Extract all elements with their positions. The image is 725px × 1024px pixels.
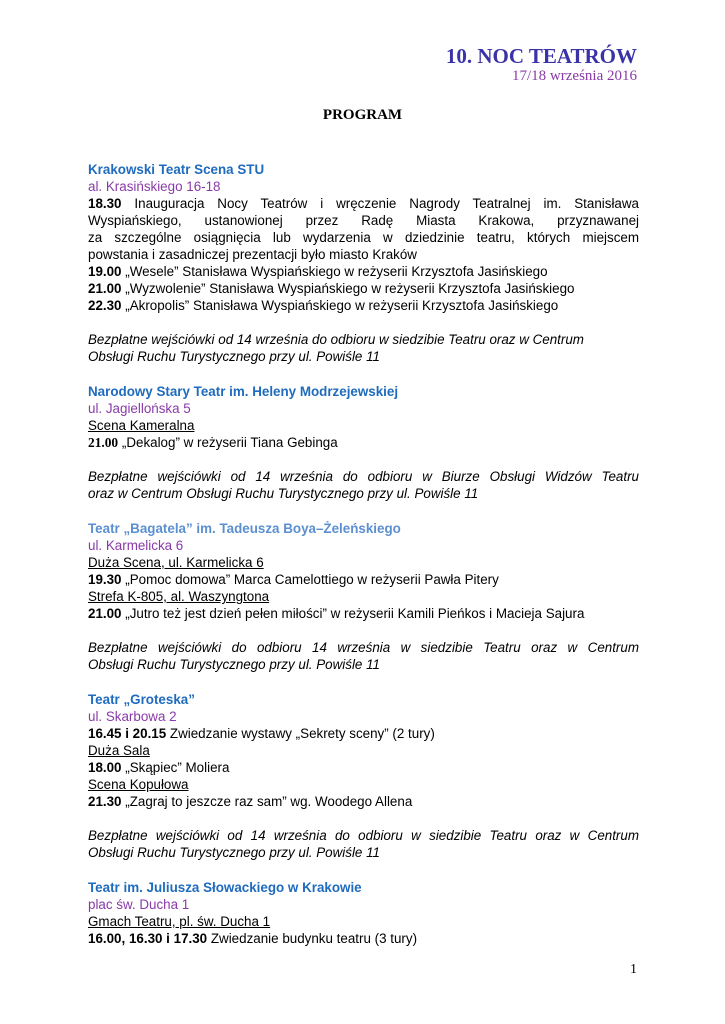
event-time: 16.00, 16.30 i 17.30 [88,931,208,946]
ticket-note-line: Bezpłatne wejściówki od 14 września do odbioru w siedzibie Teatru oraz w Centrum [88,332,584,347]
venue-name: Krakowski Teatr Scena STU [88,162,265,177]
event-line [88,280,639,297]
venue-name: Teatr „Bagatela” im. Tadeusza Boya–Żeleńskiego [88,521,401,536]
stage-name: Scena Kopułowa [88,777,189,792]
event-line [88,793,639,810]
event-description: „Akropolis” Stanisława Wyspiańskiego w reżyserii Krzysztofa Jasińskiego [121,298,559,313]
ticket-note-line: oraz w Centrum Obsługi Ruchu Turystycznego przy ul. Powiśle 11 [88,486,479,501]
event-line [88,759,639,776]
ticket-note [88,331,639,365]
event-time: 21.00 [88,606,122,621]
event-line [88,571,639,588]
ticket-note [88,468,639,502]
event-time: 19.00 [88,264,122,279]
event-time: 21.00 [88,281,122,296]
venue-address: ul. Skarbowa 2 [88,709,177,724]
venue-section-stu [88,161,639,365]
venue-address: ul. Karmelicka 6 [88,538,184,553]
venue-section-stary-teatr [88,383,639,502]
event-line [88,725,639,742]
ticket-note [88,827,639,861]
event-time: 18.00 [88,760,122,775]
event-description: „Pomoc domowa” Marca Camelottiego w reżyserii Pawła Pitery [121,572,499,587]
event-line [88,263,639,280]
ticket-note-line: Bezpłatne wejściówki od 14 września do odbioru w Biurze Obsługi Widzów Teatru [88,469,639,484]
event-description: „Skąpiec” Moliera [121,760,230,775]
event-time: 21.30 [88,794,122,809]
event-description: „Wesele” Stanisława Wyspiańskiego w reżyserii Krzysztofa Jasińskiego [121,264,548,279]
program-heading: PROGRAM [322,107,403,123]
venue-address: plac św. Ducha 1 [88,897,190,912]
stage-name: Strefa K-805, al. Waszyngtona [88,589,270,604]
venue-name: Teatr im. Juliusza Słowackiego w Krakowie [88,880,362,895]
event-line [88,605,639,622]
ticket-note [88,639,639,673]
page-number: 1 [630,962,637,977]
ticket-note-line: Bezpłatne wejściówki od 14 września do odbioru w siedzibie Teatru oraz w Centrum [88,828,639,843]
venue-name: Narodowy Stary Teatr im. Heleny Modrzejewskiej [88,384,399,399]
event-title: 10. NOC TEATRÓW [445,44,637,68]
ticket-note-line: Obsługi Ruchu Turystycznego przy ul. Powiśle 11 [88,349,380,364]
venue-section-groteska [88,691,639,861]
ticket-note-line: Bezpłatne wejściówki do odbioru 14 września w siedzibie Teatru oraz w Centrum [88,640,639,655]
event-description-line: Wyspiańskiego, ustanowionej przez Radę Miasta Krakowa, przyznawanej [88,213,639,228]
event-description: Zwiedzanie budynku teatru (3 tury) [207,931,418,946]
venue-section-slowacki [88,879,639,947]
event-time: 19.30 [88,572,122,587]
event-description: „Wyzwolenie” Stanisława Wyspiańskiego w reżyserii Krzysztofa Jasińskiego [121,281,575,296]
event-description: Zwiedzanie wystawy „Sekrety sceny” (2 tury) [166,726,435,741]
event-description-line: za szczególne osiągnięcia lub wydarzenia w dziedzinie teatru, których miejscem [88,230,639,245]
stage-name: Duża Scena, ul. Karmelicka 6 [88,555,264,570]
event-date: 17/18 września 2016 [512,68,637,84]
event-description: „Zagraj to jeszcze raz sam” wg. Woodego Allena [121,794,413,809]
event-description: „Dekalog” w reżyserii Tiana Gebinga [118,435,338,450]
event-description-line: powstania i zasadniczej prezentacji było miasto Kraków [88,247,417,262]
event-description: „Jutro też jest dzień pełen miłości” w reżyserii Kamili Pieńkos i Macieja Sajura [121,606,585,621]
event-time: 21.00 [88,435,119,450]
stage-name: Scena Kameralna [88,418,195,433]
event-time: 16.45 i 20.15 [88,726,167,741]
event-line [88,297,639,314]
venue-address: ul. Jagiellońska 5 [88,401,191,416]
event-line [88,195,639,212]
program-content [88,161,639,965]
venue-address: al. Krasińskiego 16-18 [88,179,221,194]
stage-name: Duża Sala [88,743,150,758]
event-description: Inauguracja Nocy Teatrów i wręczenie Nagrody Teatralnej im. Stanisława [134,196,639,211]
event-time: 18.30 [88,196,122,211]
ticket-note-line: Obsługi Ruchu Turystycznego przy ul. Powiśle 11 [88,845,380,860]
ticket-note-line: Obsługi Ruchu Turystycznego przy ul. Powiśle 11 [88,657,380,672]
event-time: 22.30 [88,298,122,313]
stage-name: Gmach Teatru, pl. św. Ducha 1 [88,914,271,929]
venue-name: Teatr „Groteska” [88,692,195,707]
event-line [88,434,639,451]
venue-section-bagatela [88,520,639,673]
event-line [88,930,639,947]
